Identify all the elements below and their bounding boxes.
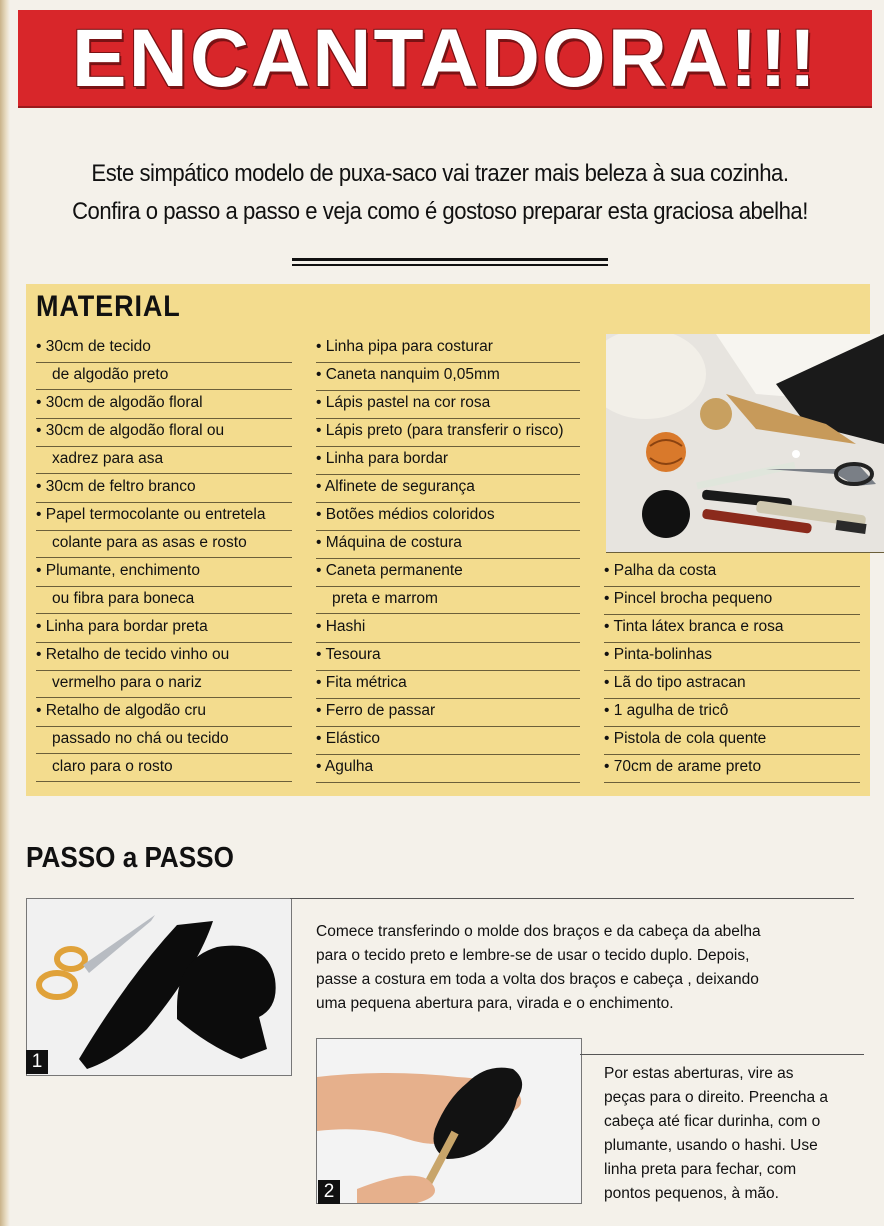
material-item: • 1 agulha de tricô (604, 698, 860, 727)
step-2-line: Por estas aberturas, vire as (604, 1065, 794, 1082)
material-item: preta e marrom (316, 586, 580, 614)
material-item: xadrez para asa (36, 446, 292, 474)
step-2-number: 2 (318, 1180, 340, 1204)
material-item: • Linha para bordar preta (36, 614, 292, 643)
material-item: passado no chá ou tecido (36, 726, 292, 754)
material-item: • Linha pipa para costurar (316, 334, 580, 363)
material-item: • Retalho de tecido vinho ou (36, 642, 292, 671)
material-item: colante para as asas e rosto (36, 530, 292, 558)
material-item: claro para o rosto (36, 754, 292, 782)
material-item: • Palha da costa (604, 558, 860, 587)
material-item: • Lápis pastel na cor rosa (316, 390, 580, 419)
material-item: • Lápis preto (para transferir o risco) (316, 418, 580, 447)
intro-line-2: Confira o passo a passo e veja como é gostoso preparar esta graciosa abelha! (72, 198, 808, 225)
materials-photo-illustration (606, 334, 884, 552)
material-item: • Caneta permanente (316, 558, 580, 587)
material-item: • Pincel brocha pequeno (604, 586, 860, 615)
material-item: • Hashi (316, 614, 580, 643)
step-1-illustration (27, 899, 291, 1075)
intro-text (54, 155, 827, 231)
step-2-line: peças para o direito. Preencha a (604, 1089, 829, 1106)
step-1-line: Comece transferindo o molde dos braços e da cabeça da abelha (316, 923, 761, 940)
step-1-number: 1 (26, 1050, 48, 1074)
step-2-line: plumante, usando o hashi. Use (604, 1137, 818, 1154)
intro-line-1: Este simpático modelo de puxa-saco vai trazer mais beleza à sua cozinha. (91, 160, 789, 187)
material-item: ou fibra para boneca (36, 586, 292, 614)
step-2-text (604, 1062, 874, 1206)
material-item: • Papel termocolante ou entretela (36, 502, 292, 531)
page-title: ENCANTADORA!!! (71, 13, 819, 104)
material-item: • 30cm de algodão floral (36, 390, 292, 419)
material-item: • Máquina de costura (316, 530, 580, 559)
material-item: • Retalho de algodão cru (36, 698, 292, 727)
title-banner (18, 10, 872, 106)
step-2-line: linha preta para fechar, com (604, 1161, 797, 1178)
material-item: • Ferro de passar (316, 698, 580, 727)
material-item: • Tinta látex branca e rosa (604, 614, 860, 643)
material-item: • Caneta nanquim 0,05mm (316, 362, 580, 391)
step-1-text (316, 920, 864, 1016)
material-item: vermelho para o nariz (36, 670, 292, 698)
divider-rule-top (292, 258, 608, 261)
step-1-line: para o tecido preto e lembre-se de usar o tecido duplo. Depois, (316, 947, 750, 964)
page-edge (0, 0, 10, 1226)
steps-heading: PASSO a PASSO (26, 842, 234, 874)
material-heading: MATERIAL (36, 290, 181, 323)
divider-rule-bottom (292, 264, 608, 266)
step-2-line: cabeça até ficar durinha, com o (604, 1113, 821, 1130)
material-item: • Botões médios coloridos (316, 502, 580, 531)
material-item: • Lã do tipo astracan (604, 670, 860, 699)
material-item: • Linha para bordar (316, 446, 580, 475)
material-item: • Plumante, enchimento (36, 558, 292, 587)
material-item: • Alfinete de segurança (316, 474, 580, 503)
step-1-line: uma pequena abertura para, virada e o enchimento. (316, 995, 674, 1012)
material-item: • Pinta-bolinhas (604, 642, 860, 671)
material-item: • 70cm de arame preto (604, 754, 860, 783)
material-item: • Fita métrica (316, 670, 580, 699)
step-1-line: passe a costura em toda a volta dos braços e cabeça , deixando (316, 971, 759, 988)
step-2-illustration (317, 1039, 581, 1203)
material-item: • Tesoura (316, 642, 580, 671)
step-2-photo (316, 1038, 582, 1204)
step-2-line: pontos pequenos, à mão. (604, 1185, 779, 1202)
step-1-photo (26, 898, 292, 1076)
material-item: • 30cm de tecido (36, 334, 292, 363)
step-1-rule (290, 898, 854, 899)
material-item: • Agulha (316, 754, 580, 783)
material-item: • 30cm de feltro branco (36, 474, 292, 503)
step-2-rule (580, 1054, 864, 1055)
materials-photo (606, 334, 884, 553)
material-item: • 30cm de algodão floral ou (36, 418, 292, 447)
material-item: de algodão preto (36, 362, 292, 390)
material-item: • Pistola de cola quente (604, 726, 860, 755)
material-item: • Elástico (316, 726, 580, 755)
